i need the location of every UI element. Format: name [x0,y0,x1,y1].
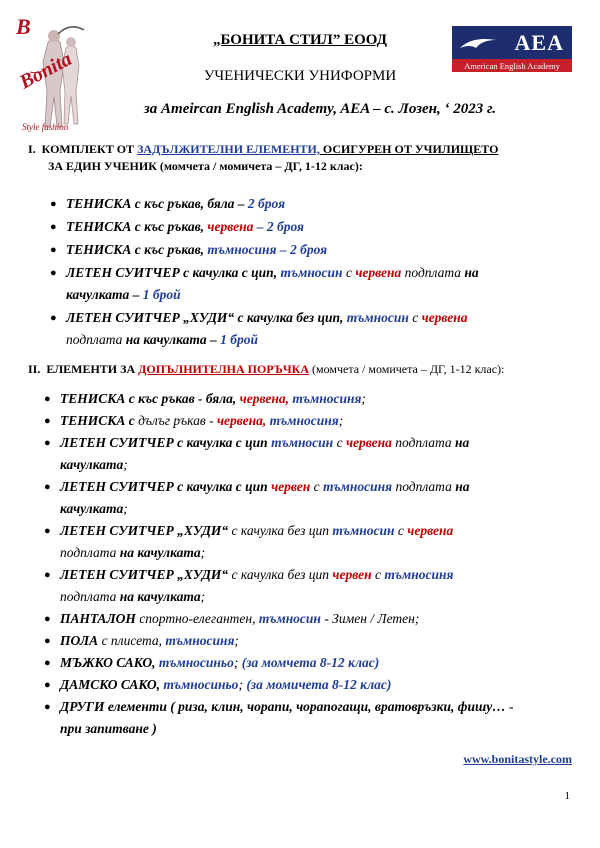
bullet-icon: ● [44,657,51,669]
list-item: ● ЛЕТЕН СУИТЧЕР с качулка с цип тъмносин с червена подплата на качулката; [60,432,576,476]
section1-number: I. [28,142,36,156]
list-item: ● ДРУГИ елементи ( риза, клин, чорапи, чорапогащи, вратовръзки, фишу… - при запитване ) [60,696,576,740]
bonita-brand: Bonita [16,47,76,94]
page-number: 1 [564,790,570,802]
aea-mark: AEA [514,30,564,55]
list-item: ● ПОЛА с плисета, тъмносиня; [60,630,576,652]
section2-list [44,388,576,740]
list-item: ● ДАМСКО САКО, тъмносиньо; (за момичета 8-12 клас) [60,674,576,696]
list-item: ● ТЕНИСКА с къс ръкав, червена – 2 броя [66,216,576,238]
bullet-icon: ● [44,393,51,405]
section2-heading: II. ЕЛЕМЕНТИ ЗА ДОПЪЛНИТЕЛНА ПОРЪЧКА (момчета / момичета – ДГ, 1-12 клас): [28,362,505,376]
bullet-icon: ● [44,481,51,493]
bullet-icon: ● [50,244,57,256]
bullet-icon: ● [44,701,51,713]
list-item: ● ЛЕТЕН СУИТЧЕР с качулка с цип, тъмносин с червена подплата на качулката – 1 брой [66,262,576,306]
section1-list [50,193,576,352]
bullet-icon: ● [44,415,51,427]
list-item: ● ЛЕТЕН СУИТЧЕР „ХУДИ“ с качулка без цип, тъмносин с червена подплата на качулката – 1 брой [66,307,576,351]
bullet-icon: ● [50,221,57,233]
bullet-icon: ● [44,437,51,449]
list-item: ● ТЕНИСКА с дълъг ръкав - червена, тъмносиня; [60,410,576,432]
bonita-tagline: Style fashion [22,122,69,132]
list-item: ● ЛЕТЕН СУИТЧЕР „ХУДИ“ с качулка без цип червен с тъмносиня подплата на качулката; [60,564,576,608]
bullet-icon: ● [44,569,51,581]
section1-heading: I. КОМПЛЕКТ ОТ ЗАДЪЛЖИТЕЛНИ ЕЛЕМЕНТИ, ОСИГУРЕН ОТ УЧИЛИЩЕТО [28,142,499,156]
company-name: „БОНИТА СТИЛ” ЕООД [212,32,387,48]
bonita-letter: B [16,14,31,39]
bullet-icon: ● [44,679,51,691]
bullet-icon: ● [50,312,57,324]
list-item: ● ТЕНИСКА с къс ръкав - бяла, червена, тъмносиня; [60,388,576,410]
website-link[interactable]: www.bonitastyle.com [463,752,572,766]
section1-heading-line2: ЗА ЕДИН УЧЕНИК (момчета / момичета – ДГ, 1-12 клас): [48,159,363,173]
bullet-icon: ● [44,525,51,537]
list-item: ● ЛЕТЕН СУИТЧЕР с качулка с цип червен с тъмносиня подплата на качулката; [60,476,576,520]
section2-number: II. [28,362,41,376]
list-item: ● ПАНТАЛОН спортно-елегантен, тъмносин - Зимен / Летен; [60,608,576,630]
bullet-icon: ● [44,613,51,625]
document-subheading: за Ameircan English Academy, AEA – с. Лозен, ‘ 2023 г. [143,101,497,117]
document-heading: УЧЕНИЧЕСКИ УНИФОРМИ [203,68,397,84]
bullet-icon: ● [50,198,57,210]
list-item: ● МЪЖКО САКО, тъмносиньо; (за момчета 8-12 клас) [60,652,576,674]
bullet-icon: ● [44,635,51,647]
bullet-icon: ● [50,267,57,279]
additional-order-label: ДОПЪЛНИТЕЛНА ПОРЪЧКА [138,362,309,376]
list-item: ● ТЕНИСКА с къс ръкав, тъмносиня – 2 броя [66,239,576,261]
aea-subtitle: American English Academy [464,61,560,71]
list-item: ● ЛЕТЕН СУИТЧЕР „ХУДИ“ с качулка без цип тъмносин с червена подплата на качулката; [60,520,576,564]
mandatory-label: ЗАДЪЛЖИТЕЛНИ ЕЛЕМЕНТИ, [137,142,320,156]
list-item: ● ТЕНИСКА с къс ръкав, бяла – 2 броя [66,193,576,215]
